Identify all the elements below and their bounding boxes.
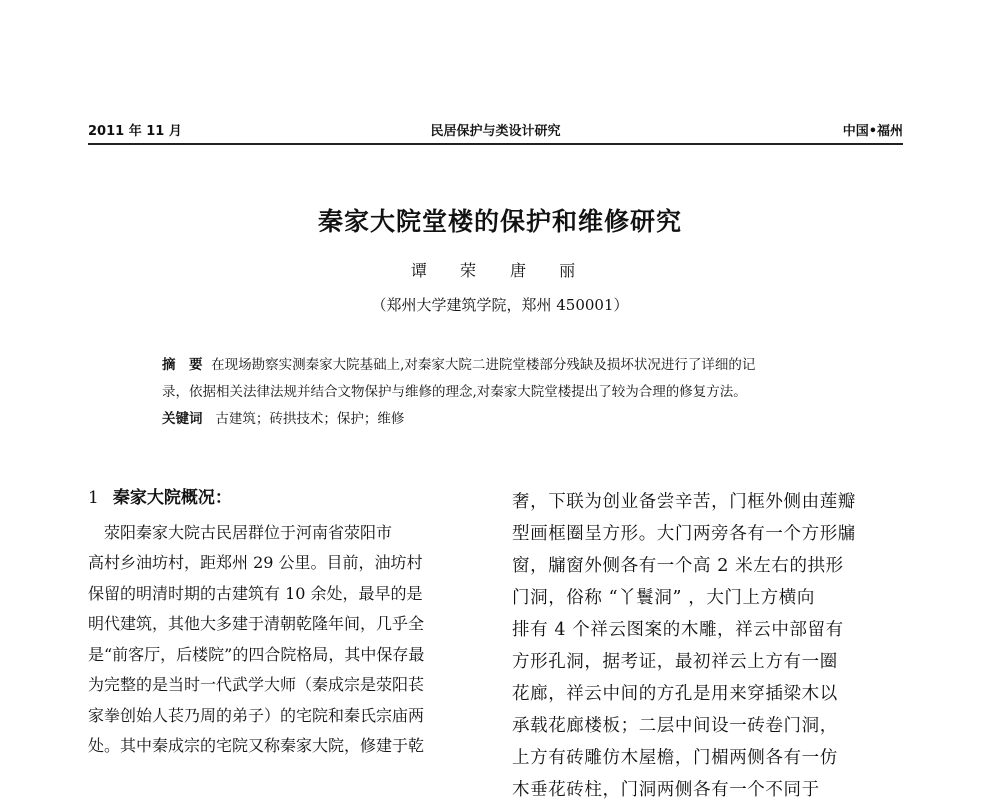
text-line: 门洞，俗称 “丫鬟洞” ，大门上方横向	[512, 588, 815, 608]
text-line: 方形孔洞，据考证，最初祥云上方有一圈	[512, 652, 838, 672]
section-title: 秦家大院概况：	[112, 488, 232, 508]
text-line: 上方有砖雕仿木屋檐，门楣两侧各有一仿	[512, 748, 838, 768]
text-line: 荥阳秦家大院古民居群位于河南省荥阳市	[88, 522, 393, 542]
body-paragraph	[512, 486, 904, 806]
text-line: 窗，牖窗外侧各有一个高 2 米左右的拱形	[512, 556, 844, 576]
text-line: 承载花廊楼板；二层中间设一砖卷门洞，	[512, 716, 838, 736]
text-line: 高村乡油坊村，距郑州 29 公里。目前，油坊村	[88, 553, 423, 572]
keywords-label: 关键词	[162, 411, 203, 427]
abstract-label: 摘 要	[162, 357, 203, 373]
keywords-line	[162, 406, 842, 433]
text-line: 为完整的是当时一代武学大师（秦成宗是荥阳苌	[88, 675, 425, 694]
section-number: 1	[88, 488, 99, 508]
paper-title: 秦家大院堂楼的保护和维修研究	[317, 207, 682, 236]
issue-date: 2011 年 11 月	[88, 124, 182, 139]
keywords-text: 古建筑；砖拱技术；保护；维修	[215, 411, 405, 427]
text-line: 奢，下联为创业备尝辛苦，门框外侧由莲瓣	[512, 492, 856, 512]
section-heading	[88, 483, 488, 514]
text-line: 家拳创始人苌乃周的弟子）的宅院和秦氏宗庙两	[88, 705, 425, 725]
abstract-block	[162, 352, 842, 433]
text-line: 型画框圈呈方形。大门两旁各有一个方形牖	[512, 524, 856, 544]
body-paragraph	[88, 518, 488, 762]
text-line: 保留的明清时期的古建筑有 10 余处，最早的是	[88, 583, 423, 603]
journal-section-title: 民居保护与类设计研究	[430, 124, 561, 139]
text-line: 木垂花砖柱，门洞两侧各有一个不同于	[512, 780, 820, 800]
abstract-text-1: 在现场勘察实测秦家大院基础上,对秦家大院二进院堂楼部分残缺及损坏状况进行了详细的记	[211, 357, 756, 373]
running-header	[88, 120, 903, 142]
text-line: 是“前客厅，后楼院”的四合院格局，其中保存最	[88, 644, 425, 664]
text-line: 花廊，祥云中间的方孔是用来穿插梁木以	[512, 684, 838, 704]
abstract-line: 录，依据相关法律法规并结合文物保护与维修的理念,对秦家大院堂楼提出了较为合理的修复方法。	[162, 384, 747, 400]
body-column-right	[512, 486, 904, 806]
text-line: 明代建筑，其他大多建于清朝乾隆年间，几乎全	[88, 614, 425, 633]
text-line: 排有 4 个祥云图案的木雕，祥云中部留有	[512, 620, 844, 640]
header-divider	[88, 143, 903, 145]
body-column-left	[88, 483, 488, 762]
author-affiliation: （郑州大学建筑学院，郑州 450001）	[371, 296, 629, 314]
author-2: 唐 丽	[510, 261, 590, 280]
text-line: 处。其中秦成宗的宅院又称秦家大院，修建于乾	[88, 736, 425, 755]
abstract-line	[162, 352, 842, 379]
author-list	[0, 258, 1000, 281]
conference-location: 中国•福州	[842, 124, 903, 139]
author-1: 谭 荣	[410, 261, 490, 280]
